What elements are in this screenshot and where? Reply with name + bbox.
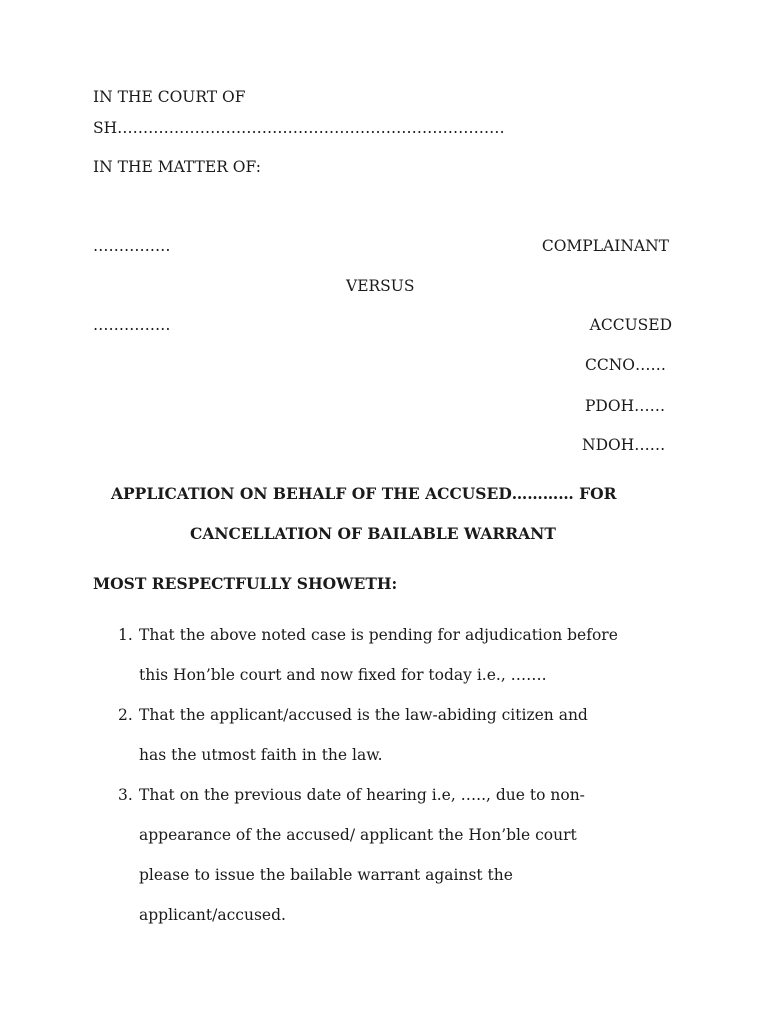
application-title-line1: APPLICATION ON BEHALF OF THE ACCUSED………… FOR: [111, 484, 617, 503]
list-item-text: That the above noted case is pending for adjudication before: [139, 626, 618, 644]
accused-name-blank: ……………: [93, 316, 171, 334]
complainant-label: COMPLAINANT: [541, 237, 669, 255]
court-name-line: SH…………………………………………………………………: [93, 119, 505, 137]
ccno-field: CCNO……: [585, 356, 666, 374]
pdoh-field: PDOH……: [585, 397, 666, 415]
versus-label: VERSUS: [346, 277, 415, 295]
application-title-line2: CANCELLATION OF BAILABLE WARRANT: [190, 524, 556, 543]
list-item-text: this Hon’ble court and now fixed for today i.e., …….: [139, 666, 547, 684]
list-item-text: That on the previous date of hearing i.e, ….., due to non-: [139, 786, 585, 804]
complainant-name-blank: ……………: [93, 237, 171, 255]
list-item-text: appearance of the accused/ applicant the Hon’ble court: [139, 826, 577, 844]
ndoh-field: NDOH……: [582, 436, 666, 454]
list-item-number: 1.: [118, 626, 133, 644]
list-item-text: applicant/accused.: [139, 906, 286, 924]
list-item-text: That the applicant/accused is the law-abiding citizen and: [139, 706, 588, 724]
court-heading: IN THE COURT OF: [93, 88, 246, 106]
accused-label: ACCUSED: [589, 316, 672, 334]
list-item-number: 2.: [118, 706, 133, 724]
matter-heading: IN THE MATTER OF:: [93, 158, 261, 176]
salutation: MOST RESPECTFULLY SHOWETH:: [93, 574, 398, 593]
list-item-number: 3.: [118, 786, 133, 804]
list-item-text: has the utmost faith in the law.: [139, 746, 383, 764]
list-item-text: please to issue the bailable warrant against the: [139, 866, 513, 884]
